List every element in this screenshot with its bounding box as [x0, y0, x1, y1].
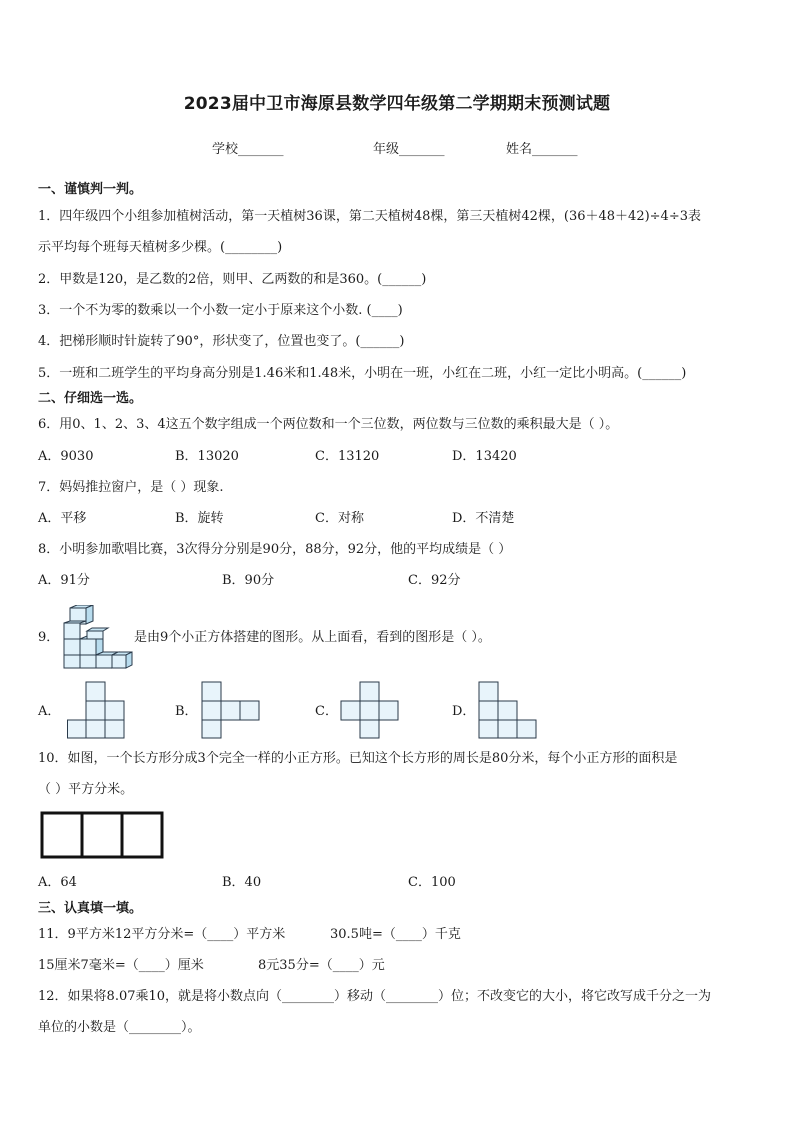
- q6-option-c: C．13120: [315, 449, 380, 464]
- q11-part-b: 30.5吨=（____）千克: [330, 927, 461, 942]
- section-2-heading: 二、仔细选一选。: [38, 391, 143, 406]
- q1-line2: 示平均每个班每天植树多少棵。(________): [38, 240, 283, 255]
- q9-cube-stack-figure: [62, 605, 134, 669]
- q9-option-b-figure: [201, 681, 263, 739]
- name-field: 姓名_______: [506, 142, 578, 157]
- q7-option-a: A．平移: [38, 511, 87, 526]
- q9-stem: 是由9个小正方体搭建的图形。从上面看，看到的图形是（ ）。: [134, 630, 491, 645]
- q6-option-a: A．9030: [38, 449, 94, 464]
- q3-text: 3．一个不为零的数乘以一个小数一定小于原来这个小数. (____): [38, 303, 403, 318]
- q7-option-d: D．不清楚: [452, 511, 515, 526]
- q1-line1: 1．四年级四个小组参加植树活动，第一天植树36课，第二天植树48棵，第三天植树42棵，(36＋48＋42)÷4÷3表: [38, 209, 701, 224]
- q11-part-c: 15厘米7毫米=（____）厘米: [38, 958, 204, 973]
- q9-option-d-figure: [478, 681, 540, 739]
- section-1-heading: 一、谨慎判一判。: [38, 182, 143, 197]
- q4-text: 4．把梯形顺时针旋转了90°，形状变了，位置也变了。(______): [38, 334, 405, 349]
- page-title: 2023届中卫市海原县数学四年级第二学期期末预测试题: [183, 94, 611, 114]
- q10-option-b: B．40: [222, 875, 262, 890]
- q7-stem: 7．妈妈推拉窗户，是（ ）现象.: [38, 480, 224, 495]
- q9-number: 9．: [38, 630, 60, 645]
- q6-stem: 6．用0、1、2、3、4这五个数字组成一个两位数和一个三位数，两位数与三位数的乘积最大是（ ）。: [38, 417, 619, 432]
- q9-option-a-figure: [67, 681, 127, 739]
- grade-field: 年级_______: [373, 142, 445, 157]
- q7-option-c: C．对称: [315, 511, 364, 526]
- q10-rectangle-figure: [40, 811, 164, 859]
- q5-text: 5．一班和二班学生的平均身高分别是1.46米和1.48米，小明在一班，小红在二班，小红一定比小明高。(______): [38, 366, 687, 381]
- q12-line1: 12．如果将8.07乘10，就是将小数点向（________）移动（________）位；不改变它的大小，将它改写成千分之一为: [38, 989, 712, 1004]
- q9-option-b-label: B．: [175, 704, 198, 719]
- q9-option-c-figure: [340, 681, 402, 739]
- q10-option-a: A．64: [38, 875, 77, 890]
- q8-option-b: B．90分: [222, 573, 275, 588]
- q8-stem: 8．小明参加歌唱比赛，3次得分分别是90分，88分，92分，他的平均成绩是（ ）: [38, 542, 512, 557]
- q8-option-a: A．91分: [38, 573, 90, 588]
- q9-option-a-label: A．: [38, 704, 61, 719]
- q11-part-a: 11．9平方米12平方分米=（____）平方米: [38, 927, 286, 942]
- q9-option-c-label: C．: [315, 704, 338, 719]
- section-3-heading: 三、认真填一填。: [38, 901, 143, 916]
- q7-option-b: B．旋转: [175, 511, 224, 526]
- q9-option-d-label: D．: [452, 704, 476, 719]
- q10-line2: （ ）平方分米。: [38, 782, 134, 797]
- q8-option-c: C．92分: [408, 573, 461, 588]
- q6-option-b: B．13020: [175, 449, 239, 464]
- school-field: 学校_______: [212, 142, 284, 157]
- q10-line1: 10．如图，一个长方形分成3个完全一样的小正方形。已知这个长方形的周长是80分米，每个小正方形的面积是: [38, 751, 678, 766]
- q6-option-d: D．13420: [452, 449, 517, 464]
- q10-option-c: C．100: [408, 875, 456, 890]
- q12-line2: 单位的小数是（________）。: [38, 1020, 201, 1035]
- q11-part-d: 8元35分=（____）元: [258, 958, 385, 973]
- q2-text: 2．甲数是120，是乙数的2倍，则甲、乙两数的和是360。(______): [38, 272, 427, 287]
